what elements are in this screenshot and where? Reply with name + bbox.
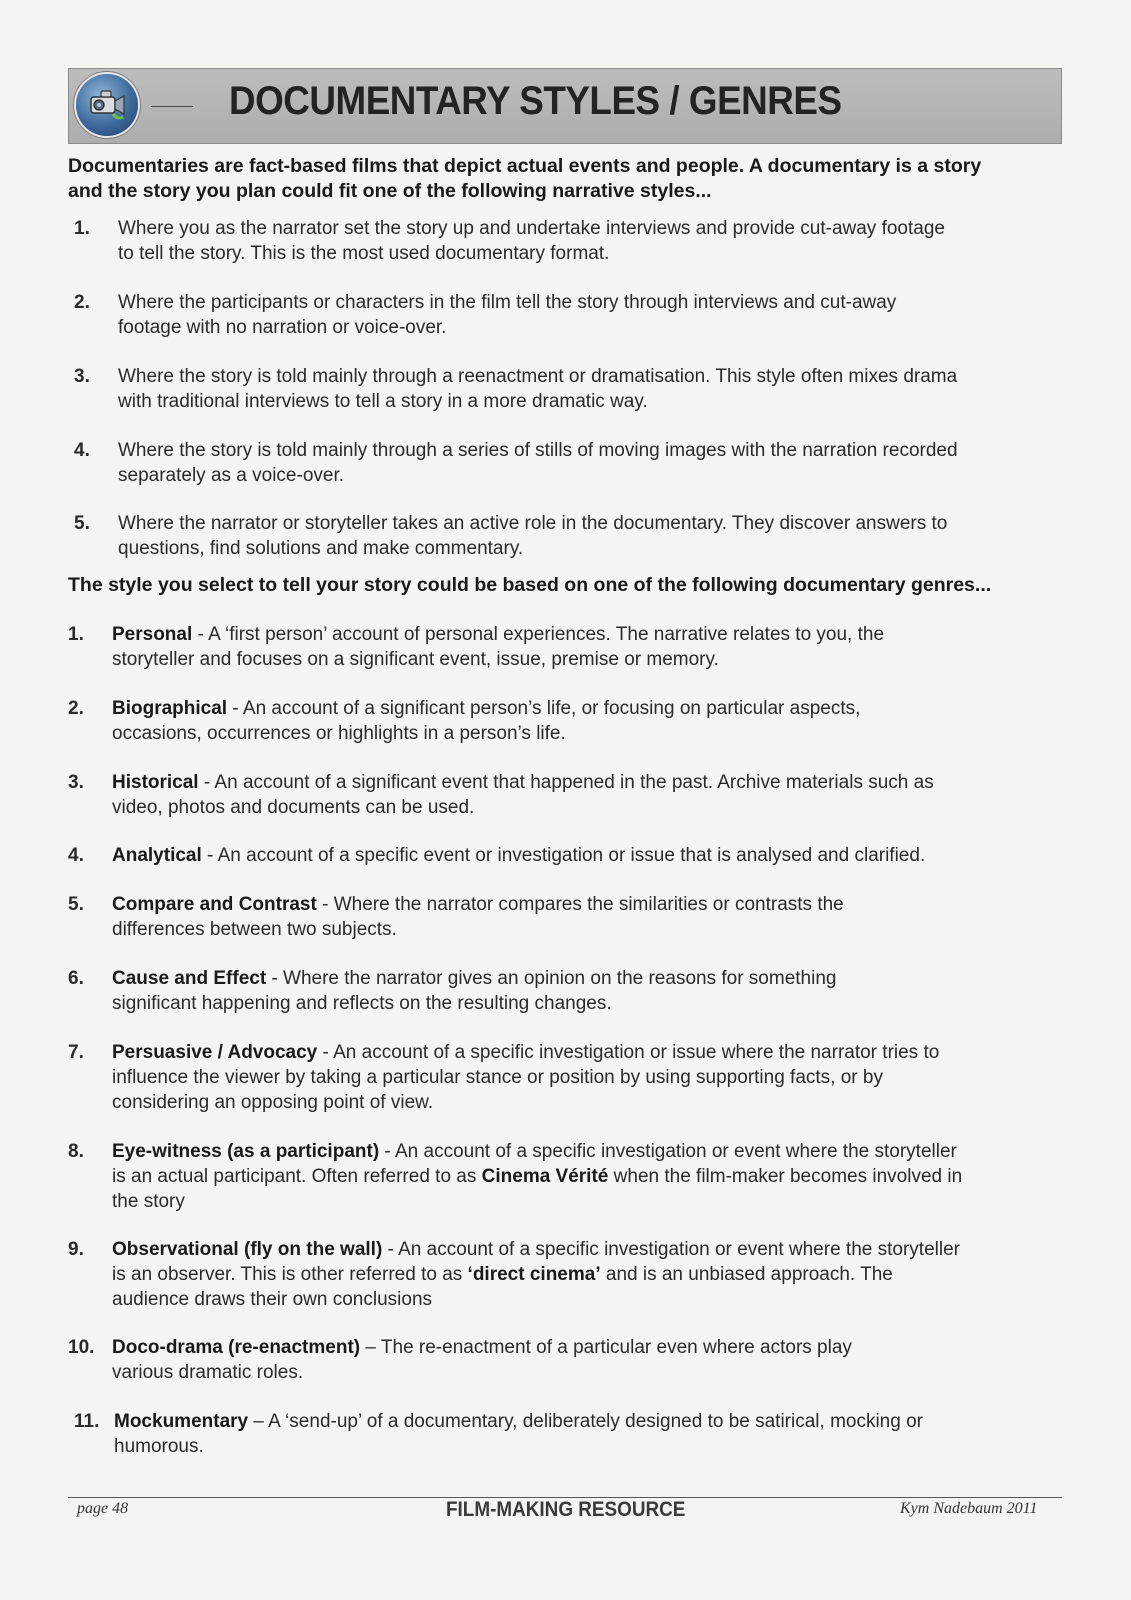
style-text-line-2: questions, find solutions and make commentary. [118,538,524,559]
genre-text-line-1 [112,966,836,991]
genre-highlight-term: Cinema Vérité [481,1166,609,1187]
style-text-line-2: separately as a voice-over. [118,465,345,486]
genre-term: Analytical [112,845,202,866]
footer-page-number: page 48 [77,1500,129,1517]
genre-text-line-2: differences between two subjects. [112,919,397,940]
genre-item [68,1335,1068,1410]
title-divider [151,106,193,107]
style-number: 4. [74,440,90,461]
genre-number: 7. [68,1042,84,1063]
genre-text-line-2: occasions, occurrences or highlights in a person’s life. [112,723,566,744]
style-number: 3. [74,366,90,387]
genre-number: 8. [68,1141,84,1162]
genre-text-line-3: the story [112,1191,185,1212]
genre-item [68,622,1068,697]
genre-number: 9. [68,1239,84,1260]
genre-text-line-2: influence the viewer by taking a particular stance or position by using supporting facts, or by [112,1067,883,1088]
genre-text-line-2 [112,1262,893,1287]
genre-text-line-1 [112,1335,852,1360]
genre-text-segment: and is an unbiased approach. The [600,1264,893,1285]
genre-term: Mockumentary [114,1411,249,1432]
style-item [74,438,1064,488]
genre-text-segment: when the film-maker becomes involved in [608,1166,963,1187]
genre-item [68,1040,1068,1115]
genre-text-line-1 [112,770,934,795]
style-item [74,216,1064,266]
style-text-line-2: to tell the story. This is the most used documentary format. [118,243,610,264]
genre-text-segment: is an observer. This is other referred to as [112,1264,468,1285]
genre-item [68,696,1068,771]
genre-text-line-1 [112,1237,960,1262]
genre-text-line-3: considering an opposing point of view. [112,1092,434,1113]
genre-text-line-2: various dramatic roles. [112,1362,304,1383]
genre-item [68,1139,1068,1214]
intro-paragraph [68,154,1068,204]
genre-description: - An account of a significant person’s life, or focusing on particular aspects, [227,698,861,719]
genre-term: Historical [112,772,199,793]
style-item [74,364,1064,414]
genre-term: Observational (fly on the wall) [112,1239,383,1260]
genre-description: - An account of a specific investigation or event where the storyteller [379,1141,957,1162]
genre-description: - An account of a specific investigation or event where the storyteller [382,1239,960,1260]
genre-number: 4. [68,845,84,866]
genre-text-line-1 [112,1139,957,1164]
genre-description: - An account of a significant event that happened in the past. Archive materials such as [198,772,934,793]
style-text-line-1: Where the story is told mainly through a series of stills of moving images with the narration recorded [118,440,958,461]
genre-description: – The re-enactment of a particular even where actors play [360,1337,852,1358]
genre-text-line-2: significant happening and reflects on the resulting changes. [112,993,612,1014]
genre-term: Personal [112,624,193,645]
genre-description: - A ‘first person’ account of personal experiences. The narrative relates to you, the [192,624,885,645]
genre-number: 5. [68,894,84,915]
genre-text-line-1 [114,1409,923,1434]
genre-number: 10. [68,1337,95,1358]
intro-line-2: and the story you plan could fit one of the following narrative styles... [68,180,712,202]
genre-term: Doco-drama (re-enactment) [112,1337,361,1358]
genre-text-line-3: audience draws their own conclusions [112,1289,433,1310]
style-number: 2. [74,292,90,313]
genre-item [68,892,1068,967]
genre-term: Cause and Effect [112,968,267,989]
genre-text-line-1 [112,696,860,721]
style-number: 5. [74,513,90,534]
genre-text-line-1 [112,1040,939,1065]
genres-intro: The style you select to tell your story could be based on one of the following documentary genres... [68,574,992,596]
video-camera-icon [76,74,138,136]
footer-author: Kym Nadebaum 2011 [900,1500,1038,1517]
genre-term: Biographical [112,698,228,719]
genre-text-line-1 [112,892,844,917]
genre-number: 6. [68,968,84,989]
style-text-line-1: Where you as the narrator set the story up and undertake interviews and provide cut-away footage [118,218,945,239]
genre-number: 3. [68,772,84,793]
genre-number: 2. [68,698,84,719]
style-text-line-2: with traditional interviews to tell a story in a more dramatic way. [118,391,648,412]
style-number: 1. [74,218,90,239]
style-item [74,290,1064,340]
genre-description: - Where the narrator gives an opinion on the reasons for something [266,968,837,989]
style-text-line-2: footage with no narration or voice-over. [118,317,447,338]
genre-description: - An account of a specific investigation or issue where the narrator tries to [317,1042,940,1063]
genre-text-line-2: storyteller and focuses on a significant event, issue, premise or memory. [112,649,719,670]
title-bar [68,68,1062,144]
genre-text-segment: is an actual participant. Often referred to as [112,1166,482,1187]
style-item [74,511,1064,561]
genre-item [74,1409,1074,1484]
genre-number: 1. [68,624,84,645]
genre-text-line-2 [112,1164,962,1189]
genre-item [68,1237,1068,1312]
page-title: DOCUMENTARY STYLES / GENRES [229,79,842,123]
style-text-line-1: Where the narrator or storyteller takes an active role in the documentary. They discover answers to [118,513,948,534]
genre-text-line-1 [112,843,925,868]
genre-description: - Where the narrator compares the similarities or contrasts the [316,894,844,915]
style-text-line-1: Where the story is told mainly through a reenactment or dramatisation. This style often mixes drama [118,366,958,387]
genre-description: - An account of a specific event or investigation or issue that is analysed and clarified. [201,845,926,866]
genre-highlight-term: ‘direct cinema’ [467,1264,601,1285]
style-text-line-1: Where the participants or characters in the film tell the story through interviews and cut-away [118,292,897,313]
genre-number: 11. [74,1411,100,1432]
genre-text-line-2: video, photos and documents can be used. [112,797,475,818]
genre-term: Eye-witness (as a participant) [112,1141,380,1162]
genre-description: – A ‘send-up’ of a documentary, deliberately designed to be satirical, mocking or [248,1411,923,1432]
genre-text-line-2: humorous. [114,1436,204,1457]
genre-item [68,770,1068,845]
footer-title: FILM-MAKING RESOURCE [446,1498,686,1521]
intro-line-1: Documentaries are fact-based films that depict actual events and people. A documentary is a story [68,155,982,177]
genre-text-line-1 [112,622,884,647]
genre-item [68,966,1068,1041]
genre-term: Compare and Contrast [112,894,317,915]
genre-term: Persuasive / Advocacy [112,1042,318,1063]
